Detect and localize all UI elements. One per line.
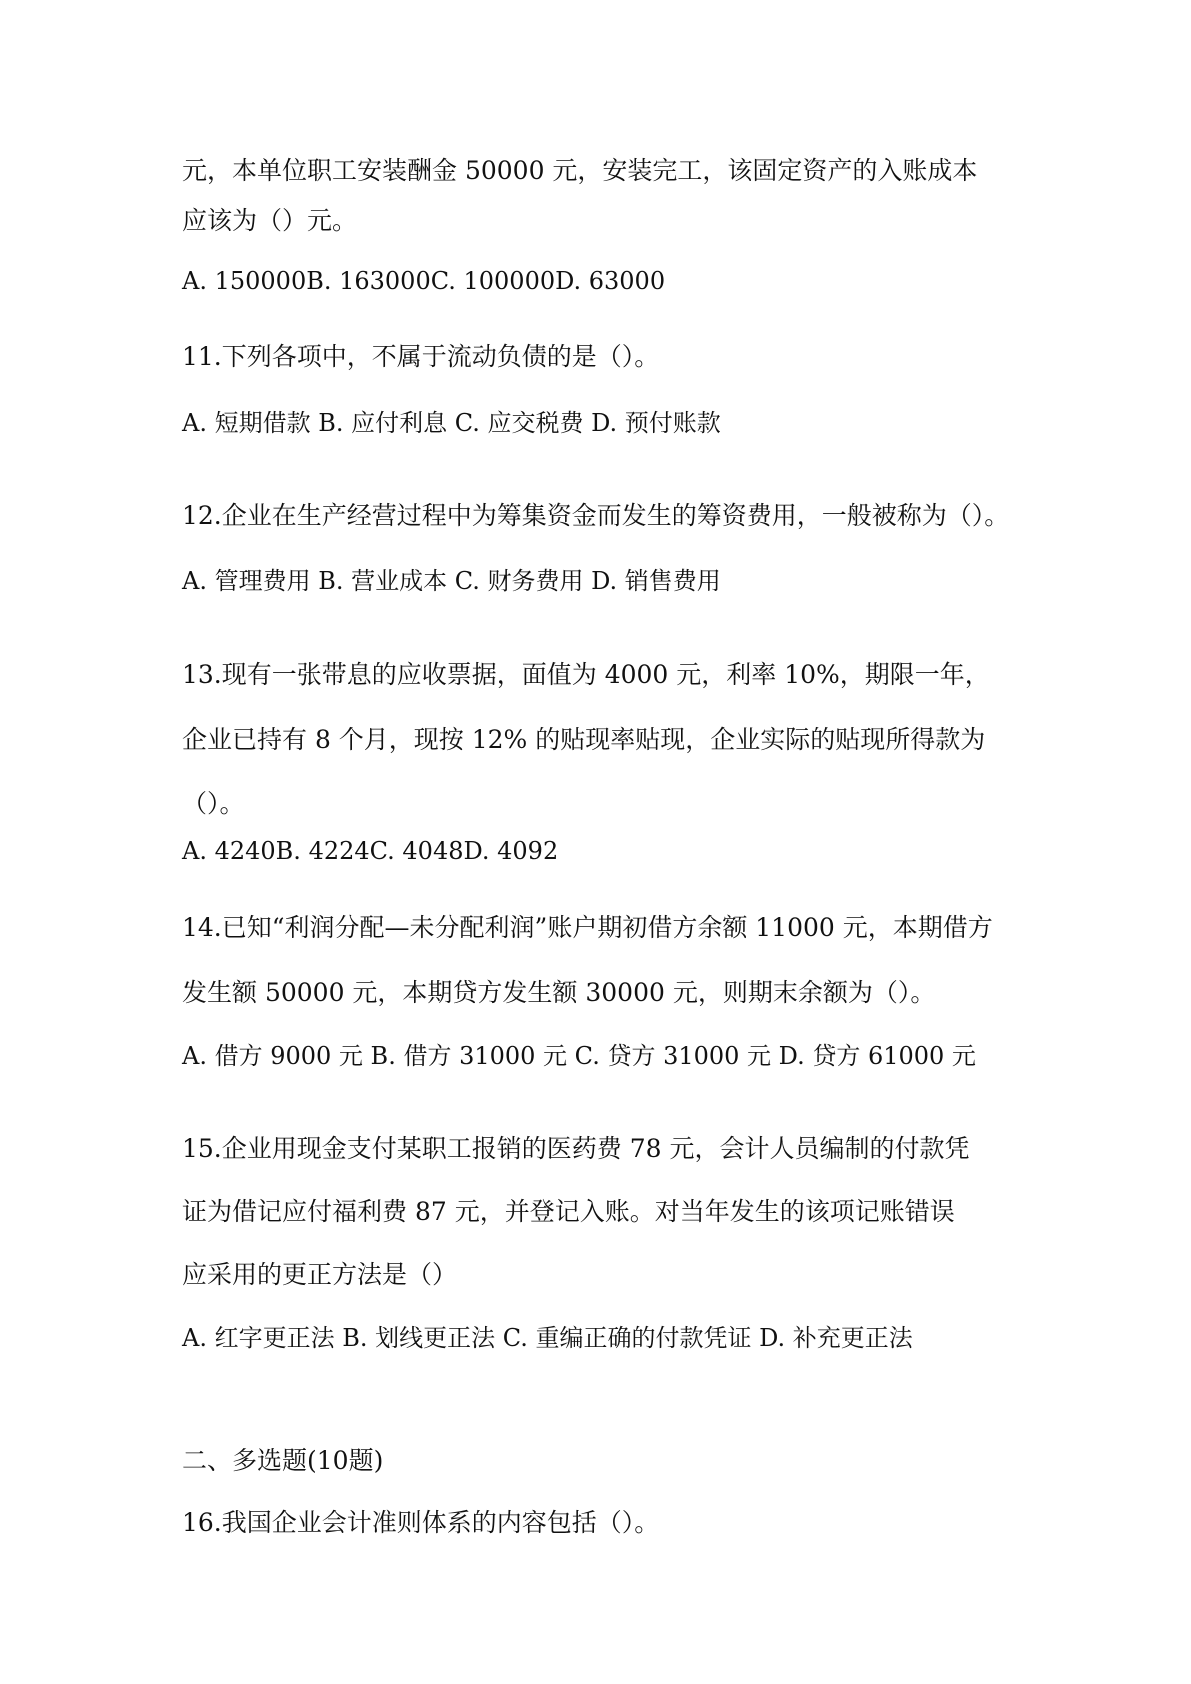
text-line: 应采用的更正方法是（）: [182, 1260, 458, 1289]
answer-options: A. 管理费用 B. 营业成本 C. 财务费用 D. 销售费用: [182, 567, 721, 595]
answer-options: A. 借方 9000 元 B. 借方 31000 元 C. 贷方 31000 元 D. 贷方 61000 元: [182, 1042, 976, 1070]
text-line: 发生额 50000 元，本期贷方发生额 30000 元，则期末余额为（）。: [182, 978, 936, 1007]
text-line: 元，本单位职工安装酬金 50000 元，安装完工，该固定资产的入账成本: [182, 156, 978, 185]
question-11: 11.下列各项中，不属于流动负债的是（）。: [182, 342, 660, 371]
question-12: 12.企业在生产经营过程中为筹集资金而发生的筹资费用，一般被称为（）。: [182, 501, 1010, 530]
answer-options: A. 短期借款 B. 应付利息 C. 应交税费 D. 预付账款: [182, 409, 721, 437]
answer-options: A. 150000B. 163000C. 100000D. 63000: [182, 267, 666, 295]
text-line: 应该为（）元。: [182, 206, 358, 235]
question-14: 14.已知“利润分配—未分配利润”账户期初借方余额 11000 元，本期借方: [182, 913, 993, 942]
question-15: 15.企业用现金支付某职工报销的医药费 78 元，会计人员编制的付款凭: [182, 1134, 970, 1163]
question-16: 16.我国企业会计准则体系的内容包括（）。: [182, 1508, 660, 1537]
section-heading: 二、多选题(10题): [182, 1446, 384, 1475]
answer-options: A. 红字更正法 B. 划线更正法 C. 重编正确的付款凭证 D. 补充更正法: [182, 1324, 913, 1352]
text-line: 证为借记应付福利费 87 元，并登记入账。对当年发生的该项记账错误: [182, 1197, 955, 1226]
text-line: 企业已持有 8 个月，现按 12% 的贴现率贴现，企业实际的贴现所得款为: [182, 725, 986, 754]
text-line: （）。: [182, 789, 245, 818]
question-13: 13.现有一张带息的应收票据，面值为 4000 元，利率 10%，期限一年，: [182, 660, 990, 689]
answer-options: A. 4240B. 4224C. 4048D. 4092: [182, 837, 559, 865]
